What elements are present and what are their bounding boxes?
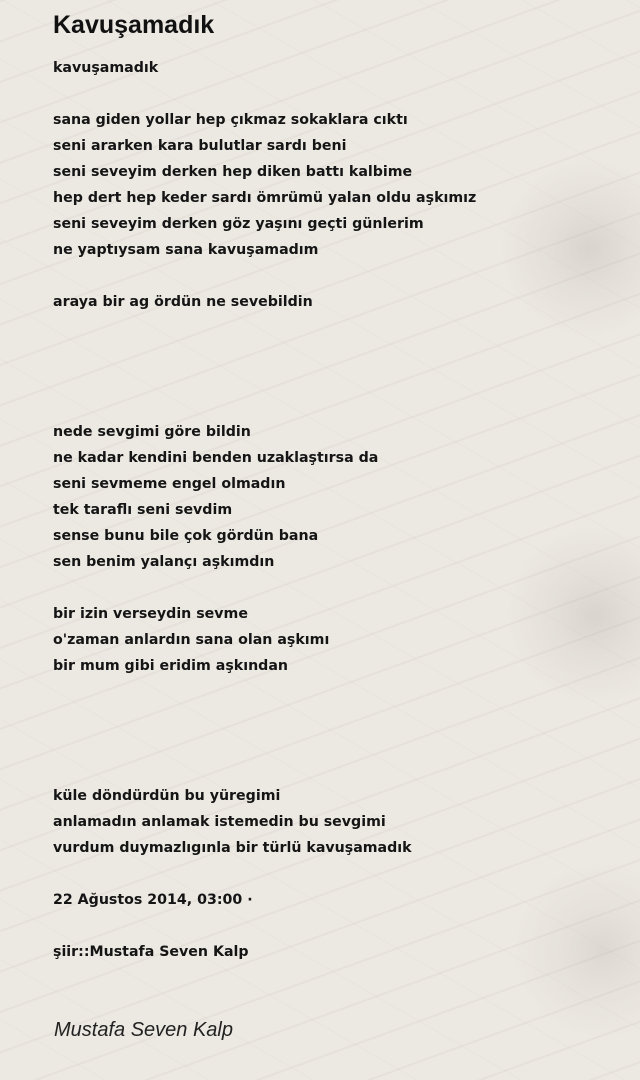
poem-line: seni seveyim derken hep diken battı kalbime	[53, 164, 413, 180]
poem-line: sana giden yollar hep çıkmaz sokaklara cıktı	[53, 112, 408, 128]
poem-line: küle döndürdün bu yüregimi	[53, 788, 281, 804]
poem-body	[53, 55, 613, 965]
blank-line	[53, 731, 613, 757]
poem-line: araya bir ag ördün ne sevebildin	[53, 294, 313, 310]
blank-line	[53, 81, 613, 107]
poem-line: bir mum gibi eridim aşkından	[53, 658, 289, 674]
blank-line	[53, 757, 613, 783]
blank-line	[53, 263, 613, 289]
blank-line	[53, 575, 613, 601]
poem-line: ne yaptıysam sana kavuşamadım	[53, 242, 319, 258]
poem-title: Kavuşamadık	[53, 11, 215, 39]
poem-line: kavuşamadık	[53, 60, 159, 76]
poem-line: 22 Ağustos 2014, 03:00 ·	[53, 892, 253, 908]
author-signature: Mustafa Seven Kalp	[54, 1019, 233, 1041]
poem-line: anlamadın anlamak istemedin bu sevgimi	[53, 814, 386, 830]
poem-line: vurdum duymazlıgınla bir türlü kavuşamadık	[53, 840, 412, 856]
blank-line	[53, 315, 613, 341]
blank-line	[53, 341, 613, 367]
poem-line: hep dert hep keder sardı ömrümü yalan oldu aşkımız	[53, 190, 477, 206]
poem-line: bir izin verseydin sevme	[53, 606, 248, 622]
blank-line	[53, 367, 613, 393]
blank-line	[53, 861, 613, 887]
poem-line: o'zaman anlardın sana olan aşkımı	[53, 632, 330, 648]
blank-line	[53, 705, 613, 731]
poem-line: nede sevgimi göre bildin	[53, 424, 251, 440]
poem-line: ne kadar kendini benden uzaklaştırsa da	[53, 450, 379, 466]
poem-line: tek taraflı seni sevdim	[53, 502, 233, 518]
poem-line: seni seveyim derken göz yaşını geçti günlerim	[53, 216, 424, 232]
blank-line	[53, 913, 613, 939]
poem-line: sen benim yalançı aşkımdın	[53, 554, 275, 570]
poem-line: şiir::Mustafa Seven Kalp	[53, 944, 249, 960]
blank-line	[53, 393, 613, 419]
poem-line: seni ararken kara bulutlar sardı beni	[53, 138, 347, 154]
poem-line: seni sevmeme engel olmadın	[53, 476, 286, 492]
poem-line: sense bunu bile çok gördün bana	[53, 528, 319, 544]
blank-line	[53, 679, 613, 705]
